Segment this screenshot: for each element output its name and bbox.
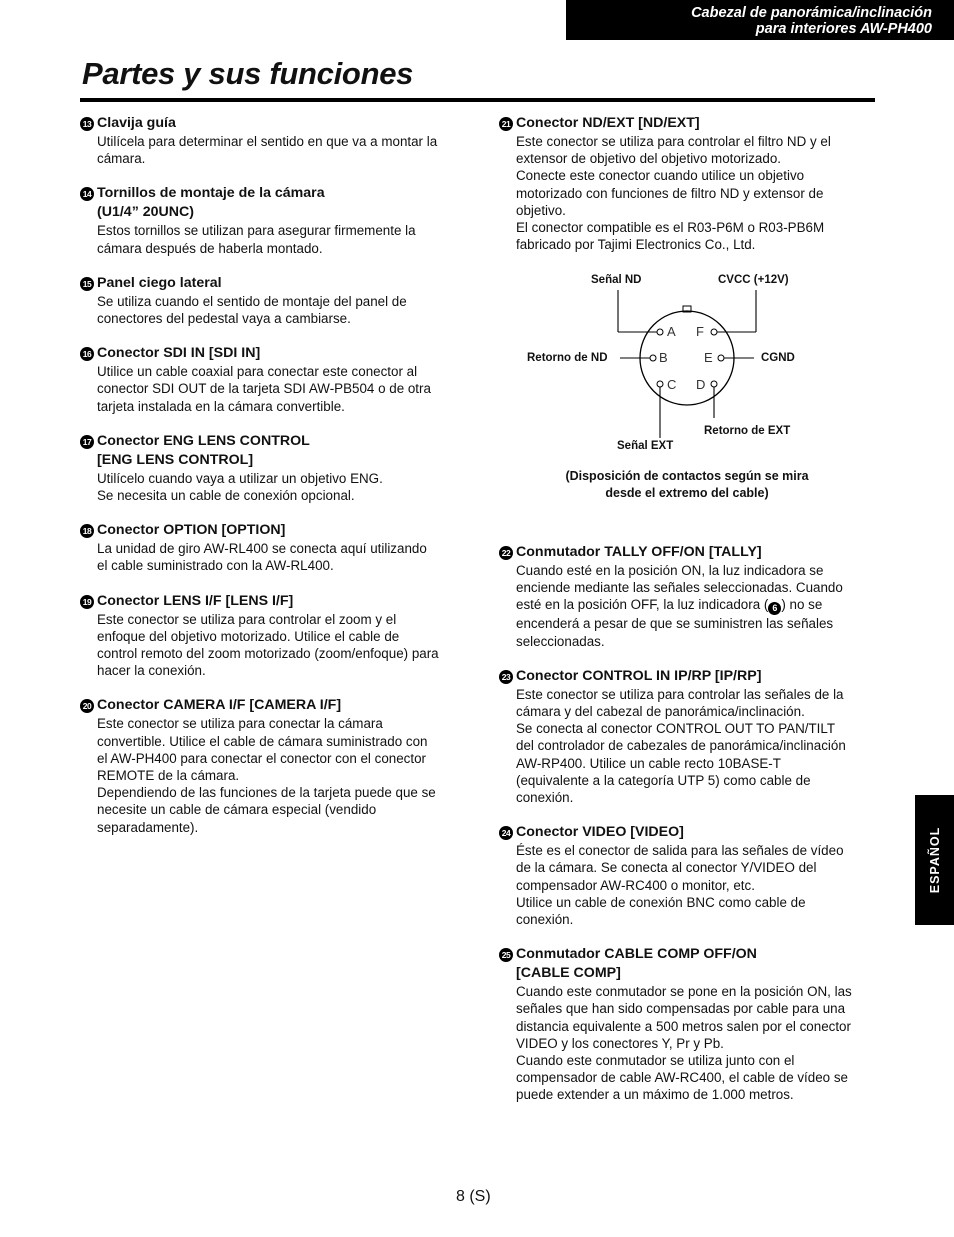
- item-title: Conector SDI IN [SDI IN]: [97, 345, 261, 362]
- pin-label-d: D: [696, 377, 706, 392]
- side-tab-label: ESPAÑOL: [927, 826, 942, 894]
- page-number: 8 (S): [456, 1188, 491, 1205]
- item-body: Utilícelo cuando vaya a utilizar un objetivo ENG. Se necesita un cable de conexión opcional.: [97, 470, 383, 504]
- item-17: [80, 432, 465, 504]
- header-line-1: Cabezal de panorámica/inclinación: [691, 5, 932, 21]
- item-18: [80, 521, 465, 574]
- label-senal-nd: Señal ND: [591, 274, 642, 286]
- item-body: Estos tornillos se utilizan para asegurar firmemente la cámara después de haberla montado.: [97, 223, 416, 256]
- item-title: Conector VIDEO [VIDEO]: [516, 824, 684, 841]
- number-badge: 21: [499, 117, 513, 131]
- item-25: [499, 945, 879, 1103]
- item-body: Este conector se utiliza para controlar las señales de la cámara y del cabezal de panorámica/inclinación. Se conecta al conector CONTROL OUT TO PAN/TILT del controlador de cabezales de panorámica/inclinación AW-RP400. Utilice un cable recto 10BASE-T (equivalente a la categoría UTP 5) como cable de conexión.: [516, 686, 846, 806]
- number-badge: 17: [80, 435, 94, 449]
- item-body: Éste es el conector de salida para las señales de vídeo de la cámara. Se conecta al conector Y/VIDEO del compensador AW-RC400 o monitor, etc. Utilice un cable de conexión BNC como cable de conexión.: [516, 843, 844, 928]
- pin-label-c: C: [667, 377, 677, 392]
- item-20: [80, 696, 465, 835]
- label-senal-ext: Señal EXT: [617, 440, 674, 452]
- item-title: Conector ND/EXT [ND/EXT]: [516, 115, 700, 131]
- pin-f-contact: [711, 329, 717, 335]
- number-badge: 15: [80, 277, 94, 291]
- pin-b-contact: [650, 355, 656, 361]
- label-retorno-nd: Retorno de ND: [527, 352, 608, 364]
- indicator-reference-icon: 6: [768, 602, 781, 615]
- item-body: Se utiliza cuando el sentido de montaje del panel de conectores del pedestal vaya a cambiarse.: [97, 293, 407, 327]
- item-body: La unidad de giro AW-RL400 se conecta aquí utilizando el cable suministrado con la AW-RL400.: [97, 541, 427, 574]
- left-column: [80, 114, 465, 853]
- number-badge: 19: [80, 595, 94, 609]
- item-15: [80, 274, 465, 327]
- number-badge: 14: [80, 187, 94, 201]
- number-badge: 16: [80, 347, 94, 361]
- item-body: [516, 562, 879, 650]
- item-24: [499, 823, 879, 928]
- item-13: [80, 114, 465, 167]
- number-badge: 23: [499, 670, 513, 684]
- item-title: Conector CONTROL IN IP/RP [IP/RP]: [516, 667, 762, 684]
- item-title: Conmutador CABLE COMP OFF/ON [CABLE COMP]: [516, 946, 757, 982]
- pin-d-contact: [711, 381, 717, 387]
- item-body: Cuando este conmutador se pone en la posición ON, las señales que han sido compensadas por cable para una distancia equivalente a 500 metros salen por el conector VIDEO y los conectores Y, Pr y Pb. Cuando este conmutador se utiliza junto con el compensador de cable AW-RC400, el cable de vídeo se puede extender a un máximo de 1.000 metros.: [516, 984, 852, 1103]
- diagram-caption: (Disposición de contactos según se mira desde el extremo del cable): [565, 469, 809, 500]
- language-side-tab: [915, 795, 954, 925]
- item-body: Utilícela para determinar el sentido en que va a montar la cámara.: [97, 134, 438, 167]
- item-body: Utilice un cable coaxial para conectar este conector al conector SDI OUT de la tarjeta SDI AW-PB504 o de otra tarjeta instalada en la cámara convertible.: [97, 364, 431, 414]
- label-retorno-ext: Retorno de EXT: [704, 425, 791, 437]
- pin-label-f: F: [696, 324, 704, 339]
- header-banner: [566, 0, 954, 40]
- item-body-part-1: Cuando esté en la posición ON, la luz indicadora se enciende mediante las señales seleccionadas. Cuando esté en la posición OFF, la luz indicadora (: [516, 563, 843, 613]
- item-body: Este conector se utiliza para controlar el filtro ND y el extensor de objetivo del objetivo motorizado. Conecte este conector cuando utilice un objetivo motorizado con funciones de filtro ND y extensor de objetivo. El conector compatible es el R03-P6M o R03-PB6M fabricado por Tajimi Electronics Co., Ltd.: [516, 134, 831, 253]
- page-title: Partes y sus funciones: [82, 56, 414, 91]
- item-title: Conector CAMERA I/F [CAMERA I/F]: [97, 697, 342, 714]
- pin-label-e: E: [704, 350, 713, 365]
- item-title: Conector ENG LENS CONTROL [ENG LENS CONTROL]: [97, 432, 310, 468]
- item-body: Este conector se utiliza para controlar el zoom y el enfoque del objetivo motorizado. Utilice el cable de control remoto del zoom motorizado (zoom/enfoque) para hacer la conexión.: [97, 611, 439, 679]
- item-title: Conector OPTION [OPTION]: [97, 522, 286, 539]
- item-title: Clavija guía: [97, 115, 176, 131]
- pin-c-contact: [657, 381, 663, 387]
- item-title: Conector LENS I/F [LENS I/F]: [97, 592, 294, 609]
- number-badge: 25: [499, 948, 513, 962]
- pin-a-contact: [657, 329, 663, 335]
- item-16: [80, 344, 465, 415]
- right-column-bottom: [499, 543, 879, 1121]
- number-badge: 18: [80, 524, 94, 538]
- number-badge: 13: [80, 117, 94, 131]
- item-body-part-2: ) no se encenderá a pesar de que se suministren las señales seleccionadas.: [516, 597, 834, 649]
- item-23: [499, 667, 879, 806]
- label-cgnd: CGND: [761, 352, 795, 364]
- pin-label-a: A: [667, 324, 676, 339]
- pin-e-contact: [718, 355, 724, 361]
- number-badge: 22: [499, 546, 513, 560]
- title-rule: [80, 98, 875, 102]
- label-cvcc: CVCC (+12V): [718, 274, 789, 286]
- item-title: Panel ciego lateral: [97, 274, 222, 291]
- pin-label-b: B: [659, 350, 668, 365]
- header-line-2: para interiores AW-PH400: [755, 21, 932, 37]
- number-badge: 20: [80, 699, 94, 713]
- right-column-top: [499, 114, 879, 270]
- item-19: [80, 592, 465, 680]
- item-title: Conmutador TALLY OFF/ON [TALLY]: [516, 544, 762, 560]
- item-22: [499, 543, 879, 650]
- item-title: Tornillos de montaje de la cámara (U1/4” 20UNC): [97, 185, 325, 221]
- item-21: [499, 114, 879, 253]
- item-14: [80, 184, 465, 256]
- number-badge: 24: [499, 826, 513, 840]
- item-body: Este conector se utiliza para conectar la cámara convertible. Utilice el cable de cámara suministrado con el AW-PH400 para conectar el conector con el conector REMOTE de la cámara. Dependiendo de las funciones de la tarjeta puede que se necesite un cable de cámara especial (vendido separadamente).: [97, 716, 436, 835]
